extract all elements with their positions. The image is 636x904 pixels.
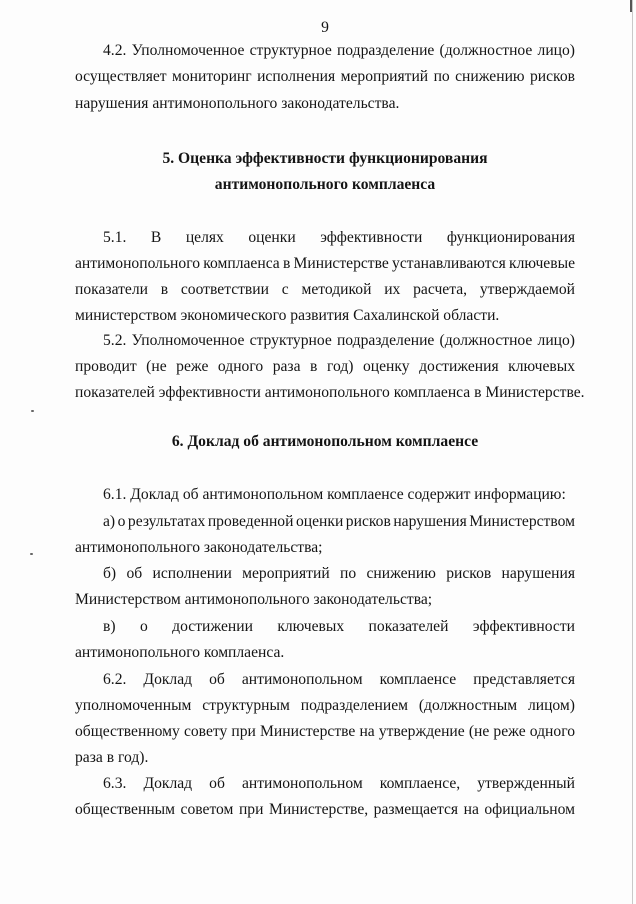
paragraph-4-2-line-1: 4.2. Уполномоченное структурное подразделение (должностное лицо) <box>103 42 575 59</box>
item-b-line-1: б) об исполнении мероприятий по снижению рисков нарушения <box>103 565 575 582</box>
paragraph-6-2-line-2: уполномоченным структурным подразделением (должностным лицом) <box>75 697 575 714</box>
paragraph-5-2-line-3: показателей эффективности антимонопольного комплаенса в Министерстве. <box>75 384 585 401</box>
section-5-heading-line-2: антимонопольного комплаенса <box>214 176 436 193</box>
scan-edge-line <box>632 0 633 904</box>
section-5-heading-line-1: 5. Оценка эффективности функционирования <box>162 150 488 167</box>
paragraph-5-1-line-4: министерством экономического развития Сахалинской области. <box>75 307 500 324</box>
paragraph-6-3-line-2: общественным советом при Министерстве, размещается на официальном <box>75 801 575 818</box>
paragraph-6-2-line-3: общественному совету при Министерстве на утверждение (не реже одного <box>75 723 575 740</box>
scan-edge-mark <box>630 0 632 12</box>
paragraph-5-2-line-1: 5.2. Уполномоченное структурное подразделение (должностное лицо) <box>103 332 575 349</box>
item-a-line-1: а) о результатах проведенной оценки рисков нарушения Министерством <box>103 513 575 530</box>
paragraph-5-1-line-2: антимонопольного комплаенса в Министерстве устанавливаются ключевые <box>75 255 575 272</box>
paragraph-6-3-line-1: 6.3. Доклад об антимонопольном комплаенсе, утвержденный <box>103 775 575 792</box>
paragraph-5-2-line-2: проводит (не реже одного раза в год) оценку достижения ключевых <box>75 358 575 375</box>
paragraph-5-1-line-1: 5.1. В целях оценки эффективности функционирования <box>103 229 575 246</box>
paragraph-4-2-line-2: осуществляет мониторинг исполнения мероприятий по снижению рисков <box>75 68 575 85</box>
scan-speck <box>31 410 34 412</box>
section-6-heading: 6. Доклад об антимонопольном комплаенсе <box>171 433 479 450</box>
paragraph-4-2-line-3: нарушения антимонопольного законодательства. <box>75 95 400 112</box>
item-b-line-2: Министерством антимонопольного законодательства; <box>75 591 433 608</box>
item-a-line-2: антимонопольного законодательства; <box>75 539 323 556</box>
paragraph-6-2-line-4: раза в год). <box>75 749 149 766</box>
item-c-line-1: в) о достижении ключевых показателей эффективности <box>103 618 575 635</box>
page-number: 9 <box>321 19 329 36</box>
scan-speck <box>30 553 33 555</box>
item-c-line-2: антимонопольного комплаенса. <box>75 644 285 661</box>
paragraph-6-1-line-1: 6.1. Доклад об антимонопольном комплаенсе содержит информацию: <box>103 486 566 503</box>
paragraph-6-2-line-1: 6.2. Доклад об антимонопольном комплаенсе представляется <box>103 671 575 688</box>
paragraph-5-1-line-3: показатели в соответствии с методикой их расчета, утверждаемой <box>75 281 575 298</box>
